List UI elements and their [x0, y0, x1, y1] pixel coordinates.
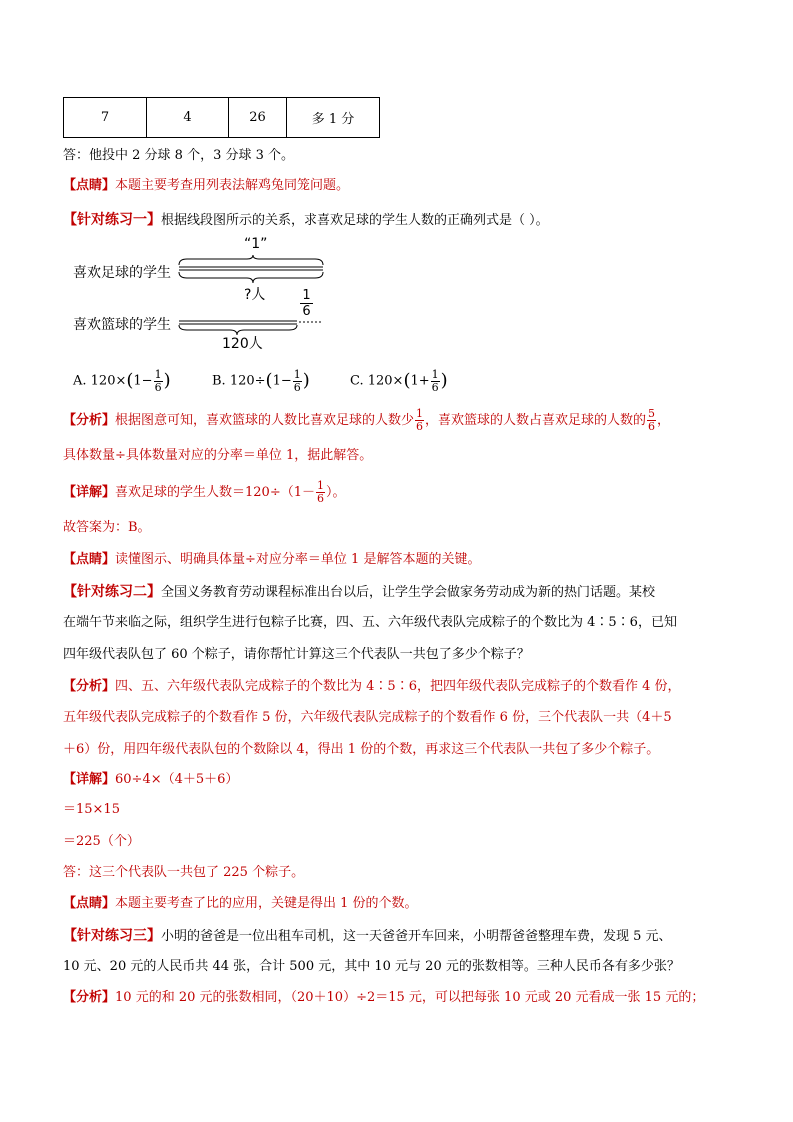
exercise-2-analysis-line-3: ＋6）份，用四年级代表队包的个数除以 4，得出 1 份的个数，再求这三个代表队一共包了多少个粽子。	[63, 742, 660, 757]
analysis-tag: 【分析】	[63, 990, 116, 1005]
dianjing-tag: 【点睛】	[63, 178, 116, 193]
exercise-1-analysis-line-1	[63, 407, 670, 435]
analysis-text-c: ，	[657, 413, 671, 428]
exercise-3-question-line-2: 10 元、20 元的人民币共 44 张，合计 500 元，其中 10 元与 20 元的张数相等。三种人民币各有多少张？	[63, 959, 680, 974]
fraction-numerator: 5	[648, 407, 656, 420]
dianjing-text: 读懂图示、明确具体量÷对应分率＝单位 1 是解答本题的关键。	[115, 552, 481, 567]
analysis-text-b: ，喜欢篮球的人数占喜欢足球的人数的	[425, 413, 647, 428]
exercise-2-detail-line-3: ＝225（个）	[63, 834, 140, 849]
exercise-1-tag: 【针对练习一】	[63, 212, 161, 228]
table-cell: 多 1 分	[287, 98, 380, 138]
option-c-fraction	[431, 369, 440, 394]
exercise-2-text-1: 全国义务教育劳动课程标准出台以后，让学生学会做家务劳动成为新的热门话题。某校	[161, 585, 656, 600]
analysis-tag: 【分析】	[63, 413, 116, 428]
option-b-prefix: B. 120÷	[212, 373, 266, 389]
detail-text-b: ）。	[326, 485, 346, 500]
table-row	[64, 98, 380, 138]
option-a: A. 120×(1− $\frac{1}{6}$ )	[73, 367, 171, 394]
detail-fraction	[316, 480, 325, 505]
fraction-numerator: 1	[431, 367, 439, 381]
exercise-2-analysis-line-1	[63, 677, 681, 697]
analysis-fraction-1	[415, 408, 424, 433]
detail-tag: 【详解】	[63, 772, 116, 787]
exercise-2-answer: 答：这三个代表队一共包了 225 个粽子。	[63, 865, 305, 880]
exercise-1-text: 根据线段图所示的关系，求喜欢足球的学生人数的正确列式是（ ）。	[161, 213, 549, 228]
diagram-one-label: “1”	[244, 236, 268, 252]
exercise-2-question-line-1	[63, 582, 655, 603]
option-a-op: 1−	[133, 373, 153, 389]
fraction-denominator: 6	[317, 492, 324, 505]
analysis-fraction-2	[647, 408, 656, 433]
exercise-3-question-line-1	[63, 926, 672, 947]
fraction-numerator: 1	[154, 367, 162, 381]
exercise-2-detail-line-2: ＝15×15	[63, 802, 120, 817]
fraction-denominator: 6	[648, 420, 656, 433]
analysis-text: 四、五、六年级代表队完成粽子的个数比为 4∶5∶6，把四年级代表队完成粽子的个数看作 4 份，	[115, 679, 681, 694]
dianjing-text: 本题主要考查了比的应用，关键是得出 1 份的个数。	[115, 896, 418, 911]
diagram-fraction-denominator: 6	[300, 303, 313, 319]
option-c-prefix: C. 120×	[350, 373, 404, 389]
option-a-fraction	[154, 369, 163, 394]
analysis-text: 10 元的和 20 元的张数相同，（20＋10）÷2＝15 元，可以把每张 10 元或 20 元看成一张 15 元的；	[115, 990, 705, 1005]
diagram-basketball-label: 喜欢篮球的学生	[73, 317, 171, 333]
exercise-1-analysis-line-2: 具体数量÷具体数量对应的分率＝单位 1，据此解答。	[63, 448, 373, 463]
fraction-denominator: 6	[431, 380, 439, 394]
exercise-1-question	[63, 210, 549, 231]
diagram-fraction-numerator: 1	[302, 288, 311, 303]
detail-tag: 【详解】	[63, 485, 116, 500]
table-cell: 26	[229, 98, 287, 138]
exercise-1-answer: 故答案为：B。	[63, 520, 151, 535]
exercise-2-dianjing	[63, 894, 418, 914]
option-c: C. 120×(1+ $\frac{1}{6}$ )	[350, 367, 448, 394]
table-cell: 4	[147, 98, 229, 138]
analysis-tag: 【分析】	[63, 679, 116, 694]
dianjing-text: 本题主要考查用列表法解鸡兔同笼问题。	[115, 178, 350, 193]
detail-text: 60÷4×（4＋5＋6）	[115, 772, 239, 787]
answer-line: 答：他投中 2 分球 8 个，3 分球 3 个。	[63, 148, 295, 163]
detail-text-a: 喜欢足球的学生人数＝120÷（1－	[115, 485, 315, 500]
exercise-3-analysis-line-1	[63, 988, 704, 1008]
fraction-numerator: 1	[317, 479, 324, 492]
option-b-fraction	[293, 369, 302, 394]
diagram-football-label: 喜欢足球的学生	[73, 265, 171, 281]
fraction-denominator: 6	[154, 380, 162, 394]
brace-basketball	[179, 325, 297, 335]
exercise-2-tag: 【针对练习二】	[63, 584, 161, 600]
exercise-2-detail-line-1	[63, 770, 238, 790]
option-b-op: 1−	[272, 373, 292, 389]
fraction-numerator: 1	[416, 407, 424, 420]
exercise-1-dianjing	[63, 550, 480, 570]
score-table	[63, 97, 380, 138]
exercise-2-analysis-line-2: 五年级代表队完成粽子的个数看作 5 份，六年级代表队完成粽子的个数看作 6 份，三个代表队一共（4＋5	[63, 710, 672, 725]
exercise-3-text-1: 小明的爸爸是一位出租车司机，这一天爸爸开车回来，小明帮爸爸整理车费，发现 5 元、	[161, 929, 672, 944]
exercise-1-detail	[63, 479, 346, 507]
fraction-denominator: 6	[416, 420, 424, 433]
option-c-op: 1+	[410, 373, 430, 389]
diagram-people-label: 120人	[222, 336, 263, 352]
table-cell: 7	[64, 98, 147, 138]
exercise-2-question-line-3: 四年级代表队包了 60 个粽子，请你帮忙计算这三个代表队一共包了多少个粽子？	[63, 647, 530, 662]
brace-top	[179, 255, 323, 265]
brace-bottom	[179, 272, 323, 283]
dianjing-tag: 【点睛】	[63, 896, 116, 911]
dianjing-paragraph	[63, 176, 349, 196]
segment-diagram	[175, 255, 335, 335]
analysis-text-a: 根据图意可知，喜欢篮球的人数比喜欢足球的人数少	[115, 413, 415, 428]
diagram-question-label: ?人	[244, 287, 266, 303]
exercise-3-tag: 【针对练习三】	[63, 928, 161, 944]
option-a-prefix: A. 120×	[73, 373, 127, 389]
fraction-denominator: 6	[293, 380, 301, 394]
exercise-2-question-line-2: 在端午节来临之际，组织学生进行包粽子比赛，四、五、六年级代表队完成粽子的个数比为 4∶5∶6，已知	[63, 615, 677, 630]
dianjing-tag: 【点睛】	[63, 552, 116, 567]
option-b: B. 120÷(1− $\frac{1}{6}$ )	[212, 367, 310, 394]
fraction-numerator: 1	[293, 367, 301, 381]
